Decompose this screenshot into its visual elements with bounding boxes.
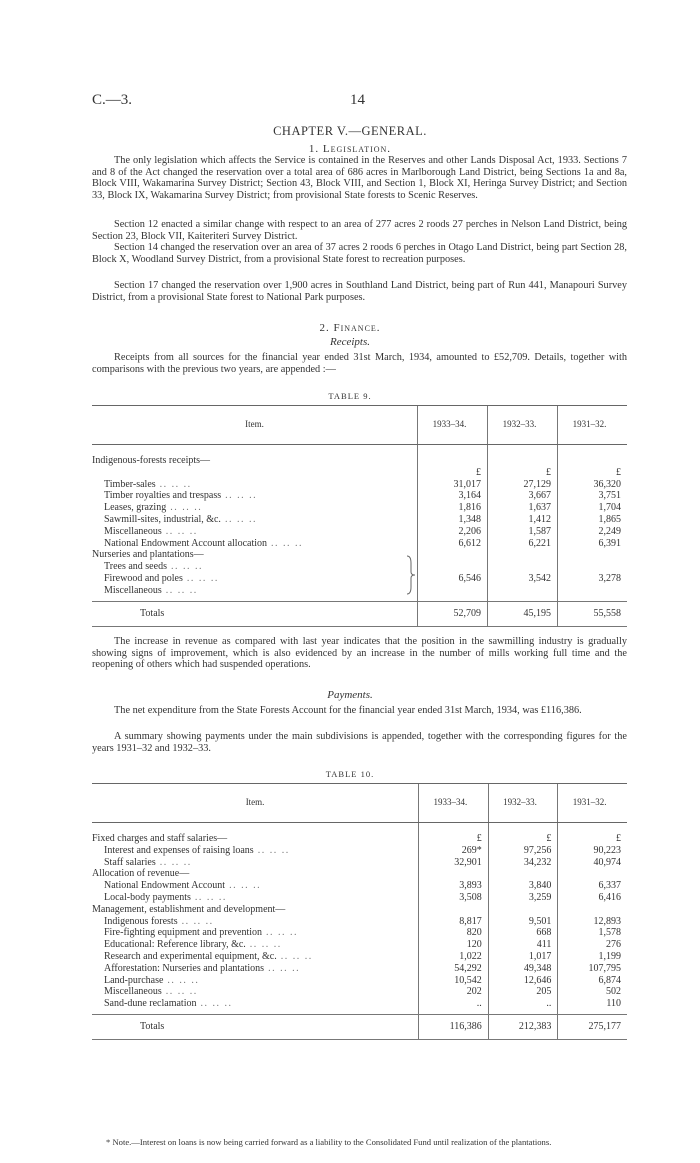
payments-paragraph: A summary showing payments under the main subdivisions is appended, together with the corresponding figures for the years 1931–32 and 1932–33. xyxy=(92,731,627,754)
cell-value xyxy=(488,868,558,880)
cell-value: 1,816 xyxy=(418,502,488,514)
cell-value: 32,901 xyxy=(419,857,489,869)
table-row xyxy=(92,549,627,561)
column-header-item: Item. xyxy=(92,784,419,823)
cell-value: £ xyxy=(419,833,489,845)
table-row xyxy=(92,561,627,573)
column-header-year: 1932–33. xyxy=(487,406,557,445)
cell-value: £ xyxy=(557,467,627,479)
row-label xyxy=(92,986,419,998)
totals-value: 275,177 xyxy=(558,1014,627,1039)
cell-value xyxy=(487,561,557,573)
cell-value: 6,874 xyxy=(558,975,627,987)
leader-dots: .. .. .. xyxy=(155,478,192,490)
totals-value: 52,709 xyxy=(418,601,488,626)
leader-dots: .. .. .. xyxy=(262,927,299,939)
leader-dots: .. .. .. xyxy=(161,986,198,998)
row-label-text: Indigenous forests xyxy=(104,915,178,927)
cell-value xyxy=(418,561,488,573)
row-label-text: Afforestation: Nurseries and plantations xyxy=(104,962,265,974)
row-label xyxy=(92,868,419,880)
receipts-comment: The increase in revenue as compared with last year indicates that the position in the sawmilling industry is gradually showing signs of improvement, which is also evidenced by an increase in the number of mills working full time and the reopening of others which had suspended operations. xyxy=(92,636,627,671)
cell-value xyxy=(488,904,558,916)
table-row xyxy=(92,502,627,514)
table-row xyxy=(92,857,627,869)
row-label-text: Sand-dune reclamation xyxy=(104,998,197,1010)
row-label xyxy=(92,561,418,573)
row-label-text: Nurseries and plantations— xyxy=(92,549,204,561)
leader-dots: .. .. .. xyxy=(245,939,282,951)
cell-value: 1,199 xyxy=(558,951,627,963)
leader-dots: .. .. .. xyxy=(166,561,203,573)
cell-value: 1,637 xyxy=(487,502,557,514)
document-reference: C.—3. xyxy=(92,92,133,108)
table-row xyxy=(92,467,627,479)
cell-value: 1,412 xyxy=(487,514,557,526)
row-label-text: Interest and expenses of raising loans xyxy=(104,844,254,856)
cell-value: 3,164 xyxy=(418,490,488,502)
row-label-text: Leases, grazing xyxy=(104,502,167,514)
cell-value: 120 xyxy=(419,939,489,951)
cell-value: 6,612 xyxy=(418,538,488,550)
cell-value: 1,022 xyxy=(419,951,489,963)
row-label-text: Trees and seeds xyxy=(104,561,167,573)
column-header-year: 1933–34. xyxy=(418,406,488,445)
cell-value: .. xyxy=(419,998,489,1010)
cell-value: 40,974 xyxy=(558,857,627,869)
leader-dots: .. .. .. xyxy=(220,513,257,525)
legislation-paragraph: The only legislation which affects the Service is contained in the Reserves and other Lands Disposal Act, 1933. Sections 7 and 8 of the Act changed the reservation over a total area of 686 acres in Marlborough Land District, being Sections 1a and 8a, Block VIII, Wakamarina Survey District; Section 43, Block VIII, and Section 1, Block XI, Heringa Survey District; and Section 33, Block IX, Wakamarina Survey District; from provisional State forests to Scenic Reserves. xyxy=(92,155,627,201)
row-label-text: Timber royalties and trespass xyxy=(104,490,222,502)
table-row xyxy=(92,951,627,963)
cell-value: 1,704 xyxy=(557,502,627,514)
row-label xyxy=(92,455,418,467)
column-header-year: 1933–34. xyxy=(419,784,489,823)
cell-value: 3,893 xyxy=(419,880,489,892)
row-label-text: Educational: Reference library, &c. xyxy=(104,939,246,951)
row-label xyxy=(92,927,419,939)
totals-value: 212,383 xyxy=(488,1014,558,1039)
section-legislation-title: 1. Legislation. xyxy=(308,143,392,155)
row-label xyxy=(92,467,418,479)
table-row xyxy=(92,939,627,951)
row-label-text: Fire-fighting equipment and prevention xyxy=(104,927,263,939)
row-label xyxy=(92,514,418,526)
row-label-text: Fixed charges and staff salaries— xyxy=(92,833,228,844)
cell-value: 6,546 xyxy=(418,573,488,585)
cell-value xyxy=(487,585,557,597)
column-header-year: 1932–33. xyxy=(488,784,558,823)
cell-value: 3,259 xyxy=(488,892,558,904)
table-row xyxy=(92,538,627,550)
cell-value: 1,578 xyxy=(558,927,627,939)
leader-dots: .. .. .. xyxy=(264,962,301,974)
cell-value: 3,542 xyxy=(487,573,557,585)
cell-value xyxy=(418,455,488,467)
cell-value: 269* xyxy=(419,845,489,857)
legislation-paragraph: Section 12 enacted a similar change with respect to an area of 277 acres 2 roods 27 perches in Nelson Land District, being Section 23, Block VII, Kaiteriteri Survey District. xyxy=(92,219,627,242)
row-label-text: Miscellaneous xyxy=(104,525,162,537)
totals-value: 55,558 xyxy=(557,601,627,626)
table-9 xyxy=(92,405,627,627)
cell-value: £ xyxy=(418,467,488,479)
cell-value xyxy=(419,868,489,880)
column-header-item: Item. xyxy=(92,406,418,445)
cell-value: 3,840 xyxy=(488,880,558,892)
cell-value: 3,278 xyxy=(557,573,627,585)
cell-value xyxy=(557,455,627,467)
cell-value xyxy=(487,549,557,561)
row-label xyxy=(92,951,419,963)
cell-value: 3,508 xyxy=(419,892,489,904)
row-label xyxy=(92,892,419,904)
cell-value: 2,206 xyxy=(418,526,488,538)
totals-label: Totals xyxy=(92,1014,419,1039)
leader-dots: .. .. .. xyxy=(267,537,304,549)
table-row xyxy=(92,927,627,939)
chapter-title: CHAPTER V.—GENERAL. xyxy=(273,124,427,138)
cell-value xyxy=(487,455,557,467)
cell-value: 1,017 xyxy=(488,951,558,963)
leader-dots: .. .. .. xyxy=(253,844,290,856)
table10-caption: TABLE 10. xyxy=(325,769,375,779)
table-header-row xyxy=(92,784,627,823)
cell-value xyxy=(557,561,627,573)
row-label xyxy=(92,526,418,538)
row-label xyxy=(92,502,418,514)
column-header-year: 1931–32. xyxy=(558,784,627,823)
cell-value: £ xyxy=(558,833,627,845)
row-label xyxy=(92,975,419,987)
cell-value: 1,865 xyxy=(557,514,627,526)
table-header-row xyxy=(92,406,627,445)
cell-value: £ xyxy=(488,833,558,845)
page-number: 14 xyxy=(350,92,365,108)
table-row xyxy=(92,916,627,928)
cell-value: £ xyxy=(487,467,557,479)
row-label xyxy=(92,479,418,491)
table-row xyxy=(92,880,627,892)
table-row xyxy=(92,514,627,526)
legislation-paragraph: Section 17 changed the reservation over 1,900 acres in Southland Land District, being part of Run 441, Manapouri Survey District, from a provisional State forest to National Park purposes. xyxy=(92,280,627,303)
row-label-text: Sawmill-sites, industrial, &c. xyxy=(104,513,221,525)
table-row xyxy=(92,892,627,904)
row-label xyxy=(92,857,419,869)
cell-value: 1,348 xyxy=(418,514,488,526)
table-row xyxy=(92,986,627,998)
cell-value xyxy=(558,868,627,880)
cell-value: 6,221 xyxy=(487,538,557,550)
section-finance-title: 2. Finance. xyxy=(319,322,381,334)
row-label xyxy=(92,963,419,975)
totals-row xyxy=(92,601,627,626)
totals-value: 116,386 xyxy=(419,1014,489,1039)
payments-heading: Payments. xyxy=(327,689,373,701)
row-label xyxy=(92,845,419,857)
cell-value: 8,817 xyxy=(419,916,489,928)
totals-label: Totals xyxy=(92,601,418,626)
leader-dots: .. .. .. xyxy=(161,584,198,596)
table-row xyxy=(92,868,627,880)
totals-row xyxy=(92,1014,627,1039)
row-label xyxy=(92,490,418,502)
table-row xyxy=(92,526,627,538)
table-row xyxy=(92,833,627,845)
table-row xyxy=(92,585,627,597)
cell-value: 110 xyxy=(558,998,627,1010)
table-row xyxy=(92,490,627,502)
row-label-text: Staff salaries xyxy=(104,856,156,868)
cell-value: 205 xyxy=(488,986,558,998)
leader-dots: .. .. .. xyxy=(190,891,227,903)
cell-value: 411 xyxy=(488,939,558,951)
row-label-text: Research and experimental equipment, &c. xyxy=(104,950,277,962)
cell-value: 34,232 xyxy=(488,857,558,869)
row-label-text: Allocation of revenue— xyxy=(92,868,190,880)
legislation-paragraph: Section 14 changed the reservation over an area of 37 acres 2 roods 6 perches in Otago Land District, being part Section 28, Block X, Woodland Survey District, from a provisional State forest to recreation purposes. xyxy=(92,242,627,265)
cell-value: 6,337 xyxy=(558,880,627,892)
totals-value: 45,195 xyxy=(487,601,557,626)
cell-value: 3,751 xyxy=(557,490,627,502)
cell-value xyxy=(418,549,488,561)
cell-value xyxy=(557,549,627,561)
row-label-text: Miscellaneous xyxy=(104,584,162,596)
cell-value: 6,391 xyxy=(557,538,627,550)
row-label-text: Firewood and poles xyxy=(104,572,183,584)
row-label xyxy=(92,904,419,916)
payments-paragraph: The net expenditure from the State Forests Account for the financial year ended 31st March, 1934, was £116,386. xyxy=(114,705,582,716)
row-label xyxy=(92,549,418,561)
cell-value: 12,646 xyxy=(488,975,558,987)
leader-dots: .. .. .. xyxy=(225,880,262,892)
cell-value xyxy=(418,585,488,597)
cell-value xyxy=(558,904,627,916)
cell-value: 820 xyxy=(419,927,489,939)
row-label-text: National Endowment Account allocation xyxy=(104,537,268,549)
row-label-text: Timber-sales xyxy=(104,478,156,490)
cell-value: .. xyxy=(488,998,558,1010)
leader-dots: .. .. .. xyxy=(177,915,214,927)
row-label-text: Land-purchase xyxy=(104,974,164,986)
leader-dots: .. .. .. xyxy=(166,502,203,514)
cell-value: 2,249 xyxy=(557,526,627,538)
leader-dots: .. .. .. xyxy=(155,856,192,868)
cell-value xyxy=(557,585,627,597)
cell-value: 502 xyxy=(558,986,627,998)
cell-value: 276 xyxy=(558,939,627,951)
cell-value: 3,667 xyxy=(487,490,557,502)
row-label-text: Local-body payments xyxy=(104,891,191,903)
row-label xyxy=(92,573,418,585)
row-label xyxy=(92,939,419,951)
receipts-heading: Receipts. xyxy=(329,336,370,348)
leader-dots: .. .. .. xyxy=(182,572,219,584)
leader-dots: .. .. .. xyxy=(163,974,200,986)
receipts-intro: Receipts from all sources for the financial year ended 31st March, 1934, amounted to £52,709. Details, together with comparisons with the previous two years, are appended :— xyxy=(92,352,627,375)
spacer-row xyxy=(92,823,627,834)
row-label xyxy=(92,916,419,928)
cell-value: 49,348 xyxy=(488,963,558,975)
cell-value: 97,256 xyxy=(488,845,558,857)
cell-value: 9,501 xyxy=(488,916,558,928)
cell-value: 10,542 xyxy=(419,975,489,987)
cell-value: 54,292 xyxy=(419,963,489,975)
table-row xyxy=(92,998,627,1010)
table-row xyxy=(92,845,627,857)
row-label-text: Management, establishment and development— xyxy=(92,903,286,915)
row-label xyxy=(92,538,418,550)
leader-dots: .. .. .. xyxy=(196,998,233,1010)
cell-value: 1,587 xyxy=(487,526,557,538)
row-label xyxy=(92,585,418,597)
cell-value: 668 xyxy=(488,927,558,939)
row-label xyxy=(92,998,419,1010)
row-label-text: Miscellaneous xyxy=(104,986,162,998)
row-label-text: Indigenous-forests receipts— xyxy=(92,455,211,466)
leader-dots: .. .. .. xyxy=(276,950,313,962)
row-label xyxy=(92,880,419,892)
cell-value: 6,416 xyxy=(558,892,627,904)
footnote: * Note.—Interest on loans is now being carried forward as a liability to the Consolidated Fund until realization of the plantations. xyxy=(106,1137,552,1147)
cell-value xyxy=(419,904,489,916)
table-row xyxy=(92,455,627,467)
row-label xyxy=(92,833,419,845)
row-label-text: National Endowment Account xyxy=(104,880,226,892)
table-row xyxy=(92,479,627,491)
cell-value: 36,320 xyxy=(557,479,627,491)
cell-value: 90,223 xyxy=(558,845,627,857)
table-row xyxy=(92,573,627,585)
cell-value: 31,017 xyxy=(418,479,488,491)
cell-value: 202 xyxy=(419,986,489,998)
leader-dots: .. .. .. xyxy=(161,525,198,537)
cell-value: 27,129 xyxy=(487,479,557,491)
table-row xyxy=(92,975,627,987)
leader-dots: .. .. .. xyxy=(221,490,258,502)
column-header-year: 1931–32. xyxy=(557,406,627,445)
table-row xyxy=(92,963,627,975)
cell-value: 107,795 xyxy=(558,963,627,975)
brace-mark xyxy=(406,555,416,595)
table9-caption: TABLE 9. xyxy=(328,391,372,401)
spacer-row xyxy=(92,445,627,456)
cell-value: 12,893 xyxy=(558,916,627,928)
table-row xyxy=(92,904,627,916)
table-10 xyxy=(92,783,627,1040)
